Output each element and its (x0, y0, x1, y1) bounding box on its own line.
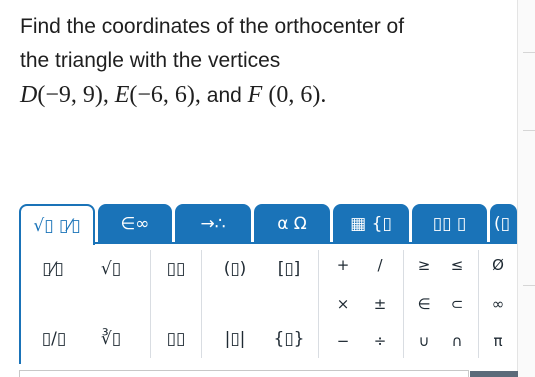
tab-templates[interactable]: ▯▯ ▯ (412, 204, 487, 244)
empty-set-button[interactable]: Ø (492, 256, 504, 274)
brackets-button[interactable]: [▯] (277, 259, 301, 279)
right-scroll-edge (517, 0, 535, 377)
tab-matrices[interactable]: ▦ {▯ (333, 204, 409, 244)
element-of-button[interactable]: ∈ (417, 295, 431, 313)
edge-notch (523, 285, 535, 286)
conjunction-and: and (206, 84, 242, 107)
absolute-value-button[interactable]: |▯| (224, 329, 246, 349)
submit-button[interactable] (470, 371, 518, 377)
union-button[interactable]: ∪ (418, 332, 430, 350)
times-button[interactable]: × (336, 295, 350, 313)
greater-equal-button[interactable]: ≥ (417, 256, 431, 274)
vertex-d: D (20, 82, 38, 108)
vertex-f: F (247, 82, 263, 108)
intersection-button[interactable]: ∩ (451, 332, 463, 350)
palette-tabs (19, 204, 517, 244)
tab-roots-fractions[interactable]: √▯ ▯⁄▯ (19, 204, 95, 245)
edge-notch (523, 130, 535, 131)
vertex-e-coords: (−6, 6), (129, 82, 201, 108)
nth-root-button[interactable]: ∛▯ (100, 329, 122, 349)
group-divider (318, 250, 319, 358)
divide-button[interactable]: ÷ (373, 332, 387, 350)
subscript-button[interactable]: ▯▯ (166, 329, 186, 349)
math-palette (19, 204, 517, 364)
vertex-f-coords: (0, 6). (268, 82, 327, 108)
square-root-button[interactable]: √▯ (100, 259, 122, 279)
pi-button[interactable]: π (493, 332, 503, 350)
tab-more[interactable]: (▯ (490, 204, 517, 244)
tab-greek-letters[interactable]: α Ω (254, 204, 330, 244)
tab-sets-infinity[interactable]: ∈∞ (98, 204, 172, 244)
edge-notch (523, 52, 535, 53)
parentheses-button[interactable]: (▯) (223, 259, 247, 279)
vertex-d-coords: (−9, 9), (37, 82, 109, 108)
less-equal-button[interactable]: ≤ (450, 256, 464, 274)
braces-button[interactable]: {▯} (273, 329, 305, 349)
palette-grid (19, 244, 517, 364)
slash-button[interactable]: / (377, 256, 383, 274)
answer-input-field[interactable] (19, 370, 469, 377)
group-divider (150, 250, 151, 358)
question-line-2: the triangle with the vertices (20, 49, 281, 72)
superscript-button[interactable]: ▯▯ (166, 259, 186, 279)
subset-button[interactable]: ⊂ (450, 295, 464, 313)
group-divider (201, 250, 202, 358)
question-line-1: Find the coordinates of the orthocenter of (20, 15, 405, 38)
group-divider (403, 250, 404, 358)
fraction-button[interactable]: ▯⁄▯ (42, 259, 64, 279)
plus-minus-button[interactable]: ± (373, 295, 387, 313)
question-text (20, 10, 520, 113)
tab-arrows-logic[interactable]: →∴ (175, 204, 251, 244)
group-divider (478, 250, 479, 358)
minus-button[interactable]: − (336, 332, 350, 350)
infinity-button[interactable]: ∞ (491, 295, 505, 313)
question-line-3 (20, 78, 520, 113)
slash-fraction-button[interactable]: ▯/▯ (41, 329, 67, 349)
plus-button[interactable]: + (336, 256, 350, 274)
vertex-e: E (114, 82, 130, 108)
